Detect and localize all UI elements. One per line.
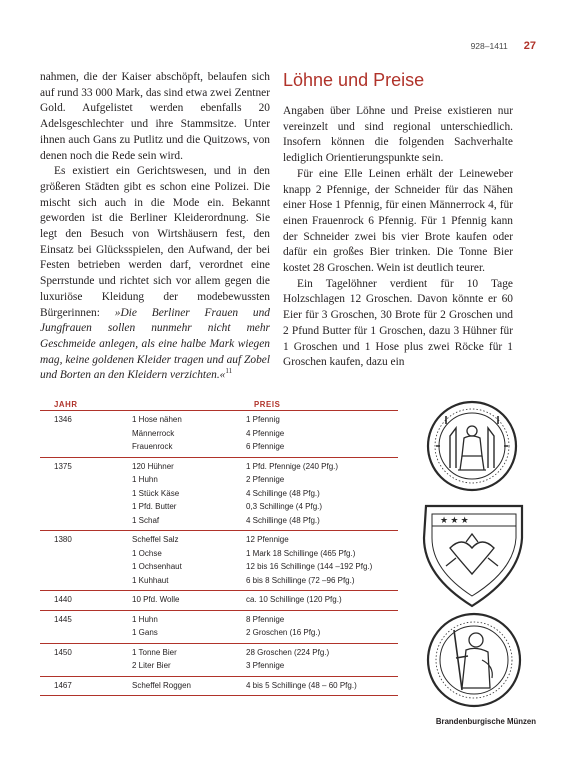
table-price-line: 1 Pfd. Pfennige (240 Pfg.) — [246, 461, 339, 471]
table-price-line: 4 Schillinge (48 Pfg.) — [246, 515, 320, 525]
table-row — [40, 411, 398, 458]
table-cell-year: 1440 — [54, 595, 72, 604]
running-head-date-range: 928–1411 — [470, 41, 508, 51]
table-price-line: 28 Groschen (224 Pfg.) — [246, 647, 330, 657]
table-price-line: 4 Schillinge (48 Pfg.) — [246, 488, 320, 498]
body-paragraph: Für eine Elle Leinen erhält der Leineweber knapp 2 Pfennige, der Schneider für das Nähen einer Hose 1 Pfennig, für einen Männerrock 4, für einen Frauenrock 6 Pfennig. Für 1 Pfennig kann der Schneider zwei bis vier Brote kaufen oder dafür ein großes Bier trinken. Die Tonne Bier kostet 28 Groschen. Wein ist deutlich teurer. — [283, 167, 513, 275]
table-item-line: Scheffel Roggen — [132, 680, 192, 690]
running-head — [471, 40, 536, 52]
body-paragraph — [40, 164, 270, 384]
table-price-line: 0,3 Schillinge (4 Pfg.) — [246, 502, 323, 511]
table-item-line: 1 Tonne Bier — [132, 647, 177, 657]
footnote-reference: 11 — [225, 367, 233, 376]
svg-text:★ ★ ★: ★ ★ ★ — [440, 515, 469, 525]
table-cell-items — [132, 613, 246, 640]
coin-illustration — [410, 398, 538, 710]
table-price-line: 12 bis 16 Schillinge (144 –192 Pfg.) — [246, 562, 373, 571]
table-body — [40, 411, 398, 696]
table-item-line: 1 Schaf — [132, 515, 160, 525]
table-item-line: 2 Liter Bier — [132, 661, 171, 670]
table-item-line: 1 Huhn — [132, 614, 158, 624]
table-price-line: ca. 10 Schillinge (120 Pfg.) — [246, 595, 342, 604]
body-paragraph: Ein Tagelöhner verdient für 10 Tage Holzschlagen 12 Groschen. Davon könnte er 60 Eier für 3 Groschen, 30 Brote für 2 Groschen und 2 Pfund Butter für 1 Groschen, dazu 3 Hühner für 1 Groschen und 1 Hose plus zwei Röcke für 1 Groschen kaufen, dazu ein — [283, 277, 513, 369]
left-column — [40, 70, 270, 384]
table-price-line: 2 Pfennige — [246, 475, 285, 484]
table-cell-prices — [246, 646, 398, 673]
table-cell-prices — [246, 533, 398, 587]
table-cell-prices — [246, 613, 398, 640]
table-cell-prices — [246, 679, 398, 693]
table-row — [40, 611, 398, 644]
table-item-line: Männerrock — [132, 428, 175, 438]
body-paragraph: nahmen, die der Kaiser abschöpft, belaufen sich auf rund 33 000 Mark, das sind etwa zwei Zentner Gold. Aufgelistet werden ebenfalls 20 Adelsgeschlechter und ihre Stammsitze. Unter ihnen auch Gans zu Putlitz und die Quitzows, von denen noch die Rede sein wird. — [40, 71, 270, 162]
table-cell-items — [132, 460, 246, 528]
table-header — [40, 398, 398, 411]
page-number: 27 — [523, 40, 536, 52]
table-item-line: 1 Stück Käse — [132, 488, 180, 498]
table-cell-items — [132, 533, 246, 587]
table-cell-prices — [246, 460, 398, 528]
quote-text: »Die Berliner Frauen und Jungfrauen sollen nunmehr nicht mehr Geschmeide anlegen, als eine halbe Mark wiegen mag, keine goldenen Kleider tragen und auf Zobel und Borten an den Kleidern verzichten.« — [40, 306, 271, 382]
table-price-line: 12 Pfennige — [246, 535, 289, 544]
table-item-line: 1 Huhn — [132, 475, 158, 484]
table-row — [40, 531, 398, 591]
table-cell-items — [132, 646, 246, 673]
table-row — [40, 644, 398, 677]
table-price-line: 4 bis 5 Schillinge (48 – 60 Pfg.) — [246, 680, 357, 690]
table-row — [40, 591, 398, 611]
table-price-line: 3 Pfennige — [246, 661, 285, 670]
table-cell-prices — [246, 413, 398, 454]
table-cell-year: 1445 — [54, 614, 72, 624]
table-row — [40, 458, 398, 532]
table-item-line: 120 Hühner — [132, 461, 174, 471]
table-item-line: 1 Hose nähen — [132, 415, 182, 424]
coin-standing-figure — [428, 614, 520, 706]
table-item-line: 1 Ochse — [132, 548, 162, 558]
table-price-line: 6 bis 8 Schillinge (72 –96 Pfg.) — [246, 575, 355, 585]
price-table — [40, 398, 398, 696]
table-header-year: JAHR — [54, 400, 78, 409]
table-cell-year: 1450 — [54, 647, 72, 657]
table-cell-year: 1346 — [54, 415, 72, 424]
table-price-line: 8 Pfennige — [246, 614, 285, 624]
table-item-line: 10 Pfd. Wolle — [132, 595, 180, 604]
table-item-line: 1 Kuhhaut — [132, 575, 169, 585]
table-price-line: 1 Pfennig — [246, 415, 280, 424]
table-cell-items — [132, 593, 246, 607]
table-cell-items — [132, 679, 246, 693]
table-cell-prices — [246, 593, 398, 607]
table-cell-items — [132, 413, 246, 454]
table-row — [40, 677, 398, 697]
table-item-line: 1 Ochsenhaut — [132, 562, 182, 571]
table-price-line: 1 Mark 18 Schillinge (465 Pfg.) — [246, 548, 356, 558]
table-price-line: 6 Pfennige — [246, 442, 285, 451]
table-item-line: 1 Gans — [132, 628, 158, 637]
illustration-caption: Brandenburgische Münzen — [435, 717, 536, 726]
table-item-line: Scheffel Salz — [132, 535, 179, 544]
body-paragraph-text: Es existiert ein Gerichtswesen, und in den größeren Städten gibt es schon eine Polizei. Die mischt sich auch in die Mode ein. Bekannt geworden ist die Berliner Kleiderordnung. Sie legt den Besuch von Wirtshäusern fest, den Einsatz bei Glücksspielen, den Aufwand, der bei Festen betrieben werden darf, verordnet eine Sperrstunde und richtet sich vor allem gegen die luxuriöse Kleidung der modebewussten Bürgerinnen: — [40, 165, 270, 319]
table-header-price: PREIS — [254, 400, 281, 409]
coin-seated-ruler — [428, 402, 516, 490]
table-item-line: Frauenrock — [132, 442, 173, 451]
body-paragraph: Angaben über Löhne und Preise existieren nur vereinzelt und sind regional unterschiedlich. Insofern können die folgenden Sachverhalte lediglich Orientierungspunkte sein. — [283, 105, 513, 165]
table-cell-year: 1375 — [54, 461, 72, 471]
section-heading: Löhne und Preise — [283, 70, 425, 90]
right-column — [283, 70, 513, 371]
table-cell-year: 1467 — [54, 680, 72, 690]
table-price-line: 2 Groschen (16 Pfg.) — [246, 628, 321, 637]
coin-shield-eagle — [424, 506, 522, 606]
table-price-line: 4 Pfennige — [246, 428, 285, 438]
table-item-line: 1 Pfd. Butter — [132, 502, 177, 511]
table-cell-year: 1380 — [54, 535, 72, 544]
